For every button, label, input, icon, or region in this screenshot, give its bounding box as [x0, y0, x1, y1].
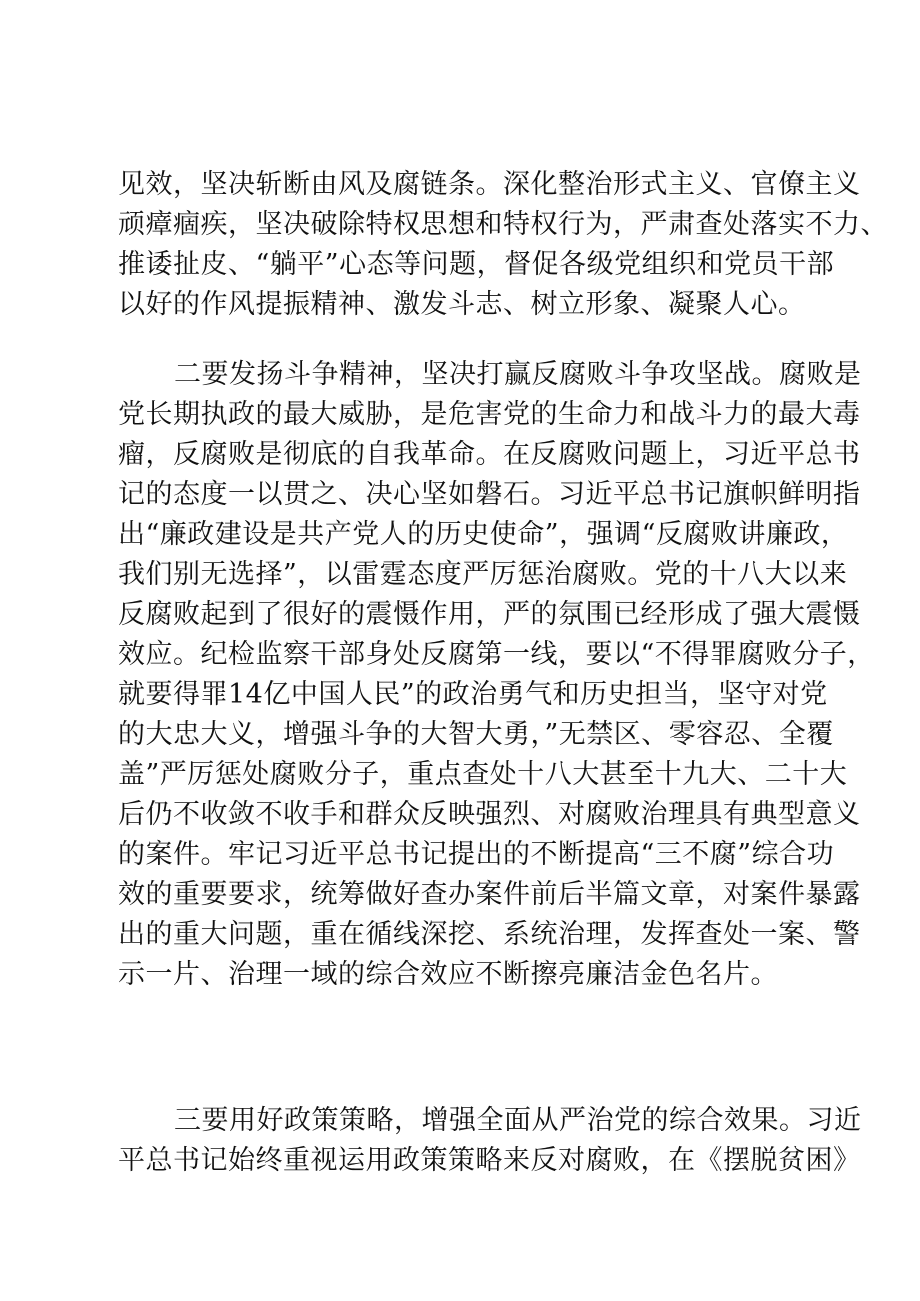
- text-line: 的大忠大义，增强斗争的大智大勇，”无禁区、零容忍、全覆: [118, 719, 834, 750]
- text-line: 示一片、治理一域的综合效应不断擦亮廉洁金色名片。: [118, 959, 778, 990]
- text-line: 后仍不收敛不收手和群众反映强烈、对腐败治理具有典型意义: [118, 799, 861, 830]
- text-line: 我们别无选择”，以雷霆态度严厉惩治腐败。党的十八大以来: [118, 559, 848, 590]
- text-line: 效的重要要求，统筹做好查办案件前后半篇文章，对案件暴露: [118, 879, 861, 910]
- text-line: 三要用好政策策略，增强全面从严治党的综合效果。习近: [174, 1105, 862, 1136]
- text-line: 见效，坚决斩断由风及腐链条。深化整治形式主义、官僚主义: [118, 169, 861, 200]
- text-line: 就要得罪14亿中国人民”的政治勇气和历史担当，坚守对党: [118, 679, 828, 710]
- paragraph-1: [118, 165, 888, 325]
- text-line: 的案件。牢记习近平总书记提出的不断提高“三不腐”综合功: [118, 839, 835, 870]
- text-line: 效应。纪检监察干部身处反腐第一线，要以“不得罪腐败分子，: [118, 639, 875, 670]
- text-line: 反腐败起到了很好的震慑作用，严的氛围已经形成了强大震慑: [118, 599, 861, 630]
- text-line: 二要发扬斗争精神，坚决打赢反腐败斗争攻坚战。腐败是: [174, 359, 862, 390]
- text-line: 瘤，反腐败是彻底的自我革命。在反腐败问题上，习近平总书: [118, 439, 861, 470]
- text-line: 盖”严厉惩处腐败分子，重点查处十八大甚至十九大、二十大: [118, 759, 848, 790]
- text-line: 出的重大问题，重在循线深挖、系统治理，发挥查处一案、警: [118, 919, 861, 950]
- paragraph-3: [118, 1101, 862, 1181]
- text-line: 党长期执政的最大威胁，是危害党的生命力和战斗力的最大毒: [118, 399, 861, 430]
- text-line: 推诿扯皮、“躺平”心态等问题，督促各级党组织和党员干部: [118, 249, 835, 280]
- text-line: 顽瘴痼疾，坚决破除特权思想和特权行为，严肃查处落实不力、: [118, 209, 888, 240]
- text-line: 出“廉政建设是共产党人的历史使命”，强调“反腐败讲廉政，: [118, 519, 849, 550]
- text-line: 记的态度一以贯之、决心坚如磐石。习近平总书记旗帜鲜明指: [118, 479, 861, 510]
- paragraph-2: [118, 355, 875, 995]
- text-line: 平总书记始终重视运用政策策略来反对腐败，在《摆脱贫困》: [118, 1145, 861, 1176]
- text-line: 以好的作风提振精神、激发斗志、树立形象、凝聚人心。: [118, 289, 806, 320]
